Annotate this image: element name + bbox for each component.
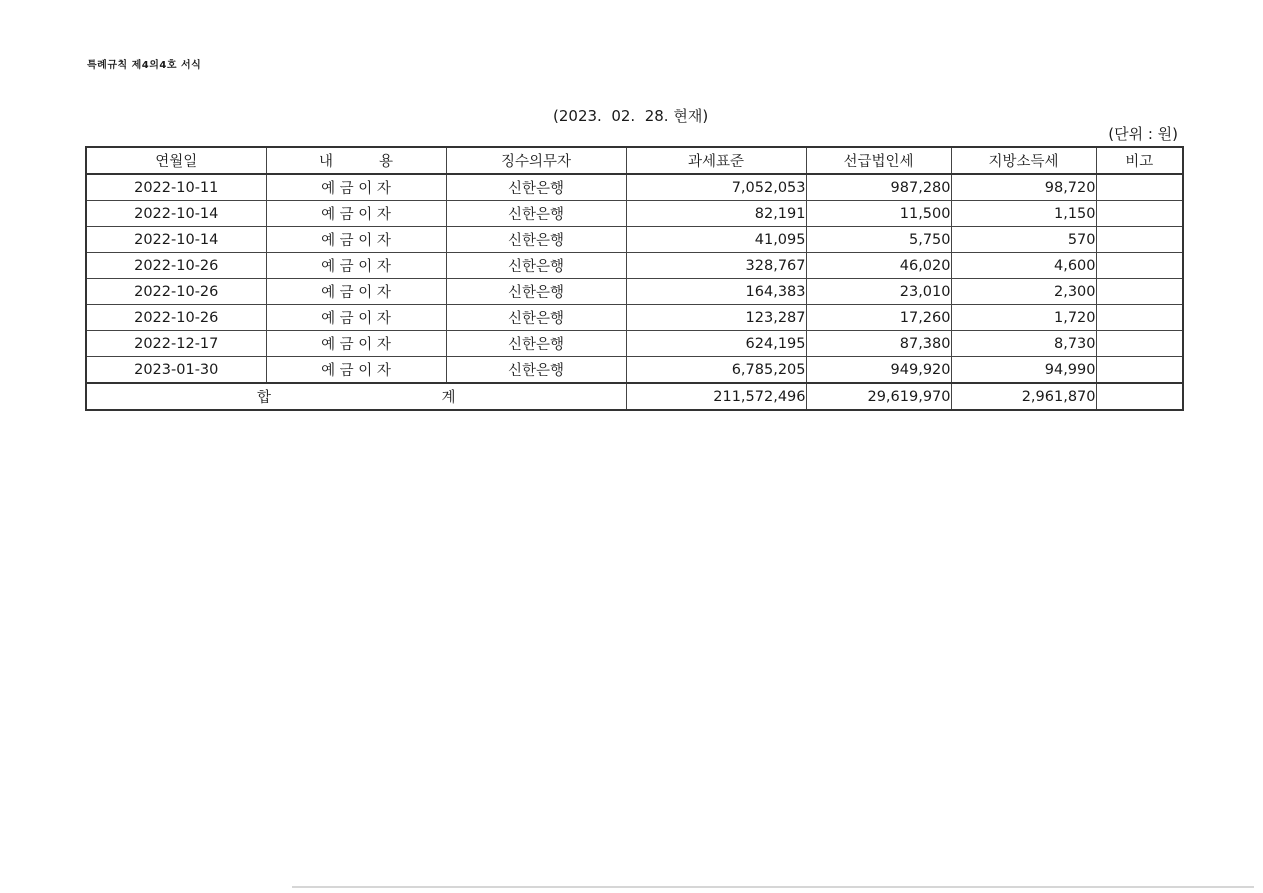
cell-remarks: [1096, 201, 1183, 227]
cell-local-income-tax: 570: [951, 227, 1096, 253]
header-row: [86, 147, 1183, 174]
table-row: [86, 174, 1183, 201]
withholding-tax-table: [85, 146, 1184, 411]
cell-description: 예 금 이 자: [266, 305, 446, 331]
cell-description: 예 금 이 자: [266, 174, 446, 201]
cell-description: 예 금 이 자: [266, 279, 446, 305]
total-label: 합 계: [86, 383, 626, 410]
cell-withholding-agent: 신한은행: [446, 253, 626, 279]
cell-prepaid-corporate-tax: 46,020: [806, 253, 951, 279]
header-date: 연월일: [86, 147, 266, 174]
cell-tax-base: 82,191: [626, 201, 806, 227]
cell-withholding-agent: 신한은행: [446, 279, 626, 305]
table-row: [86, 357, 1183, 384]
cell-description: 예 금 이 자: [266, 331, 446, 357]
cell-withholding-agent: 신한은행: [446, 201, 626, 227]
total-tax-base: 211,572,496: [626, 383, 806, 410]
table-row: [86, 305, 1183, 331]
table-row: [86, 227, 1183, 253]
cell-date: 2022-10-11: [86, 174, 266, 201]
cell-description: 예 금 이 자: [266, 227, 446, 253]
cell-tax-base: 7,052,053: [626, 174, 806, 201]
cell-remarks: [1096, 227, 1183, 253]
cell-description: 예 금 이 자: [266, 357, 446, 384]
header-prepaid-corporate-tax: 선급법인세: [806, 147, 951, 174]
cell-remarks: [1096, 174, 1183, 201]
cell-prepaid-corporate-tax: 949,920: [806, 357, 951, 384]
cell-date: 2022-10-26: [86, 253, 266, 279]
cell-date: 2022-10-26: [86, 305, 266, 331]
cell-remarks: [1096, 279, 1183, 305]
cell-remarks: [1096, 357, 1183, 384]
total-row: [86, 383, 1183, 410]
table-row: [86, 201, 1183, 227]
form-reference: 특례규칙 제4의4호 서식: [87, 60, 202, 71]
cell-prepaid-corporate-tax: 23,010: [806, 279, 951, 305]
cell-date: 2022-12-17: [86, 331, 266, 357]
cell-description: 예 금 이 자: [266, 253, 446, 279]
cell-tax-base: 328,767: [626, 253, 806, 279]
cell-tax-base: 164,383: [626, 279, 806, 305]
cell-prepaid-corporate-tax: 87,380: [806, 331, 951, 357]
cell-prepaid-corporate-tax: 11,500: [806, 201, 951, 227]
cell-local-income-tax: 4,600: [951, 253, 1096, 279]
header-remarks: 비고: [1096, 147, 1183, 174]
cell-local-income-tax: 2,300: [951, 279, 1096, 305]
unit-label: (단위 : 원): [1108, 125, 1178, 143]
cell-tax-base: 41,095: [626, 227, 806, 253]
as-of-date: (2023. 02. 28. 현재): [553, 107, 709, 125]
header-withholding-agent: 징수의무자: [446, 147, 626, 174]
cell-date: 2022-10-14: [86, 227, 266, 253]
cell-remarks: [1096, 253, 1183, 279]
table-row: [86, 331, 1183, 357]
cell-local-income-tax: 8,730: [951, 331, 1096, 357]
cell-withholding-agent: 신한은행: [446, 174, 626, 201]
cell-local-income-tax: 1,150: [951, 201, 1096, 227]
table-row: [86, 279, 1183, 305]
cell-prepaid-corporate-tax: 5,750: [806, 227, 951, 253]
total-prepaid-corporate-tax: 29,619,970: [806, 383, 951, 410]
header-description: 내 용: [266, 147, 446, 174]
cell-date: 2022-10-26: [86, 279, 266, 305]
cell-remarks: [1096, 331, 1183, 357]
cell-prepaid-corporate-tax: 987,280: [806, 174, 951, 201]
cell-withholding-agent: 신한은행: [446, 357, 626, 384]
cell-local-income-tax: 94,990: [951, 357, 1096, 384]
scan-edge-line: [292, 886, 1254, 888]
cell-local-income-tax: 1,720: [951, 305, 1096, 331]
total-local-income-tax: 2,961,870: [951, 383, 1096, 410]
cell-date: 2023-01-30: [86, 357, 266, 384]
cell-date: 2022-10-14: [86, 201, 266, 227]
cell-local-income-tax: 98,720: [951, 174, 1096, 201]
cell-remarks: [1096, 305, 1183, 331]
cell-prepaid-corporate-tax: 17,260: [806, 305, 951, 331]
cell-tax-base: 624,195: [626, 331, 806, 357]
cell-tax-base: 123,287: [626, 305, 806, 331]
cell-withholding-agent: 신한은행: [446, 227, 626, 253]
header-local-income-tax: 지방소득세: [951, 147, 1096, 174]
total-remarks: [1096, 383, 1183, 410]
header-tax-base: 과세표준: [626, 147, 806, 174]
cell-tax-base: 6,785,205: [626, 357, 806, 384]
cell-withholding-agent: 신한은행: [446, 305, 626, 331]
table-row: [86, 253, 1183, 279]
cell-withholding-agent: 신한은행: [446, 331, 626, 357]
cell-description: 예 금 이 자: [266, 201, 446, 227]
